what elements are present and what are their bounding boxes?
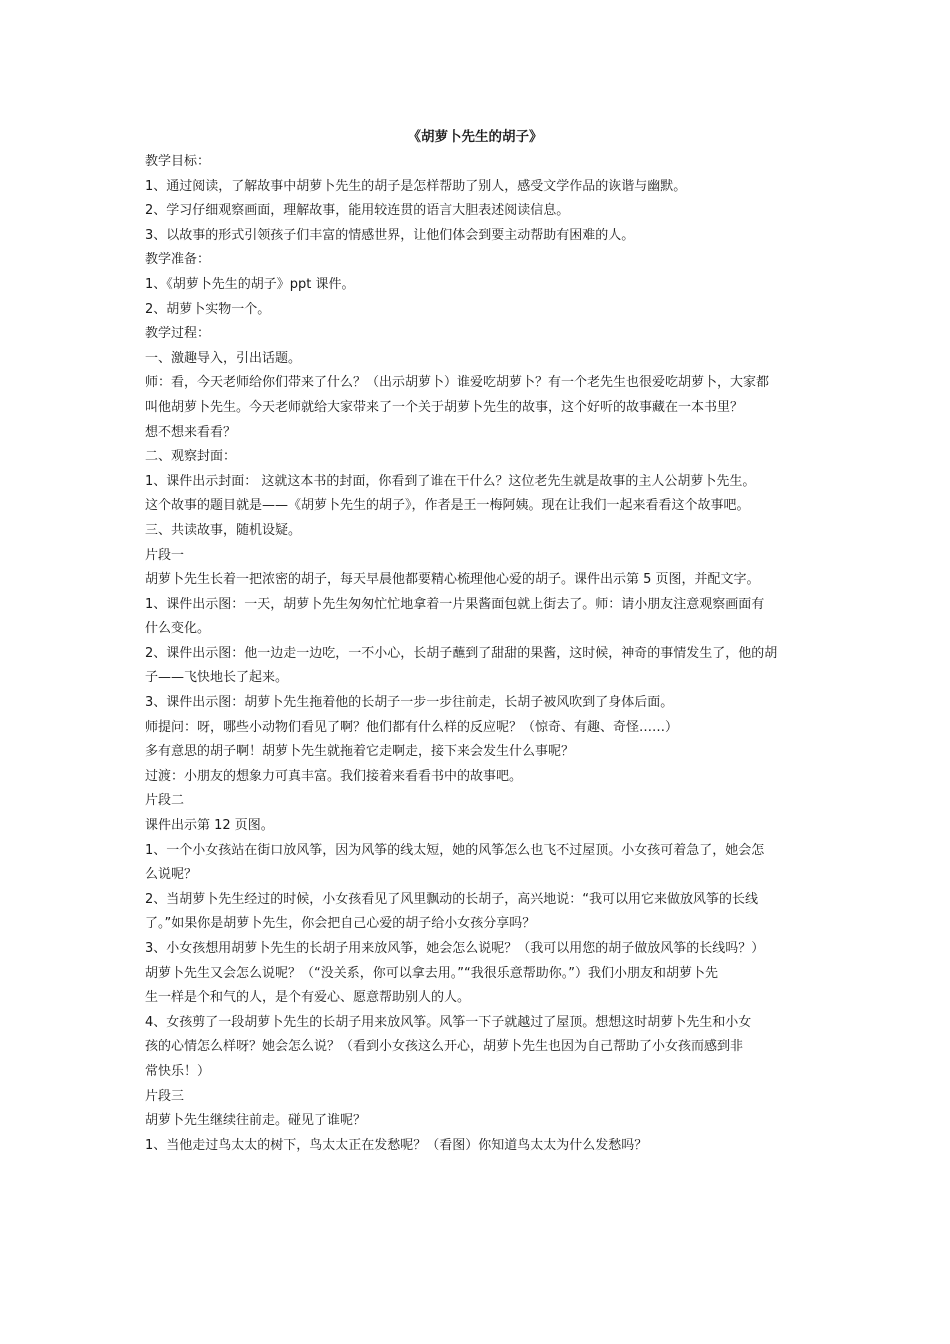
paragraph-line: 子——飞快地长了起来。 bbox=[145, 670, 289, 686]
paragraph-line: 生一样是个和气的人，是个有爱心、愿意帮助别人的人。 bbox=[145, 990, 471, 1006]
paragraph-line: 了。”如果你是胡萝卜先生，你会把自己心爱的胡子给小女孩分享吗？ bbox=[145, 916, 536, 932]
preparation-item: 2、胡萝卜实物一个。 bbox=[145, 301, 271, 317]
document-title: 《胡萝卜先生的胡子》 bbox=[407, 129, 543, 145]
paragraph-line: 多有意思的胡子啊！胡萝卜先生就拖着它走啊走，接下来会发生什么事呢？ bbox=[145, 744, 575, 760]
paragraph-line: 师提问：呀，哪些小动物们看见了啊？他们都有什么样的反应呢？（惊奇、有趣、奇怪……） bbox=[145, 719, 679, 735]
paragraph-line: 2、当胡萝卜先生经过的时候，小女孩看见了风里飘动的长胡子，高兴地说：“我可以用它来做放风筝的长线 bbox=[145, 891, 759, 907]
paragraph-line: 2、课件出示图：他一边走一边吃，一不小心，长胡子蘸到了甜甜的果酱，这时候，神奇的事情发生了，他的胡 bbox=[145, 645, 778, 661]
segment-heading: 片段二 bbox=[145, 793, 185, 809]
paragraph-line: 胡萝卜先生继续往前走。碰见了谁呢？ bbox=[145, 1113, 367, 1129]
paragraph-line: 想不想来看看？ bbox=[145, 424, 237, 440]
paragraph-line: 什么变化。 bbox=[145, 621, 211, 637]
paragraph-line: 课件出示第 12 页图。 bbox=[145, 818, 274, 834]
objective-item: 2、学习仔细观察画面，理解故事，能用较连贯的语言大胆表述阅读信息。 bbox=[145, 203, 570, 219]
process-step-heading: 二、观察封面： bbox=[145, 449, 237, 465]
paragraph-line: 这个故事的题目就是——《胡萝卜先生的胡子》，作者是王一梅阿姨。现在让我们一起来看看这个故事吧。 bbox=[145, 498, 750, 514]
section-heading-preparation: 教学准备： bbox=[145, 252, 211, 268]
segment-heading: 片段一 bbox=[145, 547, 185, 563]
paragraph-line: 3、课件出示图：胡萝卜先生拖着他的长胡子一步一步往前走，长胡子被风吹到了身体后面。 bbox=[145, 695, 674, 711]
paragraph-line: 1、一个小女孩站在街口放风筝，因为风筝的线太短，她的风筝怎么也飞不过屋顶。小女孩可着急了，她会怎 bbox=[145, 842, 765, 858]
document-body bbox=[145, 150, 815, 1158]
section-heading-objectives: 教学目标： bbox=[145, 154, 211, 169]
paragraph-line: 胡萝卜先生又会怎么说呢？（“没关系，你可以拿去用。”“我很乐意帮助你。”）我们小朋友和胡萝卜先 bbox=[145, 965, 718, 981]
paragraph-line: 胡萝卜先生长着一把浓密的胡子，每天早晨他都要精心梳理他心爱的胡子。课件出示第 5 页图，并配文字。 bbox=[145, 572, 760, 588]
paragraph-line: 过渡：小朋友的想象力可真丰富。我们接着来看看书中的故事吧。 bbox=[145, 768, 523, 784]
paragraph-line: 么说呢？ bbox=[145, 867, 198, 883]
objective-item: 3、以故事的形式引领孩子们丰富的情感世界，让他们体会到要主动帮助有困难的人。 bbox=[145, 227, 635, 243]
paragraph-line: 1、课件出示图：一天，胡萝卜先生匆匆忙忙地拿着一片果酱面包就上街去了。师：请小朋友注意观察画面有 bbox=[145, 596, 765, 612]
process-step-heading: 一、激趣导入，引出话题。 bbox=[145, 350, 302, 366]
paragraph-line: 孩的心情怎么样呀？她会怎么说？（看到小女孩这么开心，胡萝卜先生也因为自己帮助了小女孩而感到非 bbox=[145, 1039, 744, 1055]
paragraph-line: 1、课件出示封面： 这就这本书的封面，你看到了谁在干什么？这位老先生就是故事的主人公胡萝卜先生。 bbox=[145, 473, 756, 489]
paragraph-line: 叫他胡萝卜先生。今天老师就给大家带来了一个关于胡萝卜先生的故事，这个好听的故事藏在一本书里？ bbox=[145, 399, 744, 415]
paragraph-line: 1、当他走过鸟太太的树下，鸟太太正在发愁呢？（看图）你知道鸟太太为什么发愁吗？ bbox=[145, 1137, 648, 1153]
preparation-item: 1、《胡萝卜先生的胡子》ppt 课件。 bbox=[145, 276, 355, 292]
paragraph-line: 常快乐！） bbox=[145, 1063, 211, 1079]
section-heading-process: 教学过程： bbox=[145, 326, 211, 342]
paragraph-line: 师：看，今天老师给你们带来了什么？（出示胡萝卜）谁爱吃胡萝卜？有一个老先生也很爱吃胡萝卜，大家都 bbox=[145, 375, 770, 391]
objective-item: 1、通过阅读，了解故事中胡萝卜先生的胡子是怎样帮助了别人，感受文学作品的诙谐与幽默。 bbox=[145, 178, 687, 194]
paragraph-line: 4、女孩剪了一段胡萝卜先生的长胡子用来放风筝。风筝一下子就越过了屋顶。想想这时胡萝卜先生和小女 bbox=[145, 1014, 752, 1030]
process-step-heading: 三、共读故事，随机设疑。 bbox=[145, 522, 302, 538]
paragraph-line: 3、小女孩想用胡萝卜先生的长胡子用来放风筝，她会怎么说呢？（我可以用您的胡子做放风筝的长线吗？） bbox=[145, 941, 765, 956]
segment-heading: 片段三 bbox=[145, 1088, 185, 1104]
